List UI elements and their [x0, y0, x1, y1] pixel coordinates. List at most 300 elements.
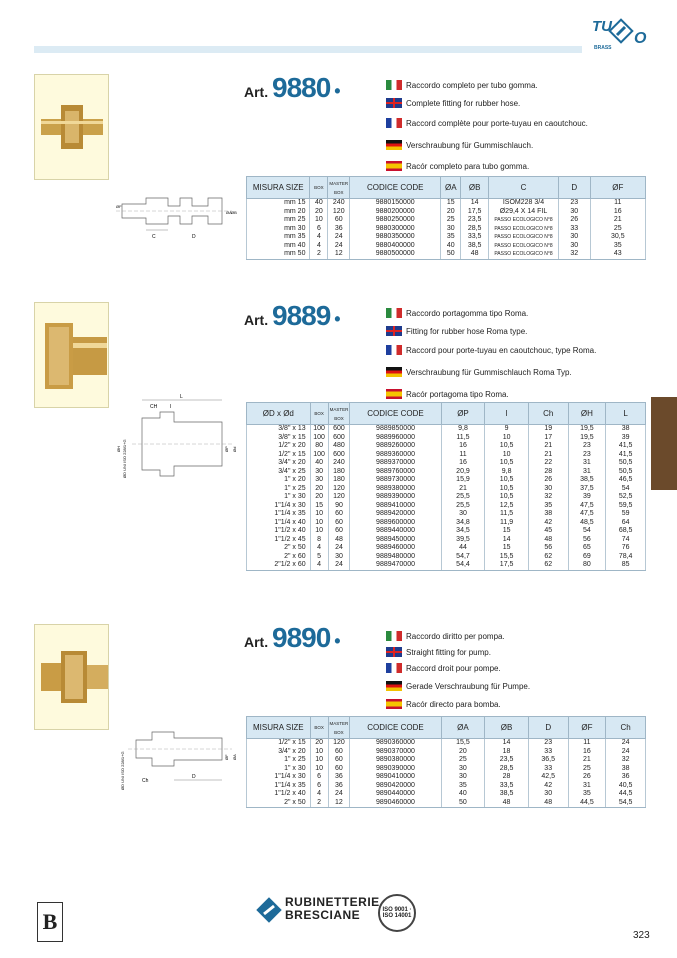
rubinetterie-diamond-icon — [254, 894, 284, 928]
table-cell: 8 — [310, 536, 328, 545]
desc-text: Raccord droit pour pompe. — [406, 663, 501, 673]
table-cell: 3/4" x 20 — [247, 748, 311, 757]
table-cell: 31 — [568, 459, 606, 468]
table-row — [247, 502, 646, 511]
table-cell: 20 — [310, 208, 328, 217]
desc-text: Racór portagoma tipo Roma. — [406, 389, 509, 399]
table-cell: 40 — [441, 242, 461, 251]
table-cell: mm 20 — [247, 208, 310, 217]
table-cell: 9889420000 — [350, 510, 441, 519]
table-cell: 85 — [606, 561, 646, 570]
table-cell: 24 — [606, 739, 646, 748]
technical-drawing-9890 — [112, 710, 242, 800]
table-cell: 16 — [568, 748, 606, 757]
dim-dd-label: Ød — [232, 446, 237, 452]
table-cell: 62 — [528, 561, 568, 570]
col-header: ØD x Ød — [247, 403, 311, 425]
table-cell: 600 — [328, 451, 350, 460]
dim-a-label: ØA — [226, 210, 232, 215]
dim-a-label: ØA — [232, 754, 237, 760]
table-cell: 12 — [328, 250, 350, 259]
table-cell: 38,5 — [461, 242, 489, 251]
table-header-row — [247, 717, 646, 739]
table-cell: 78,4 — [606, 553, 646, 562]
table-cell: 1/2" x 15 — [247, 451, 311, 460]
table-cell: 9890370000 — [350, 748, 441, 757]
table-header-row — [247, 177, 646, 199]
col-header: ØA — [441, 177, 461, 199]
table-cell: PASSO ECOLOGICO N°8 — [489, 250, 559, 259]
col-header: BOX — [310, 177, 328, 199]
dim-ch-label: Ch — [142, 778, 149, 784]
col-header: D — [558, 177, 590, 199]
table-cell: 16 — [441, 459, 485, 468]
table-cell: 4 — [310, 790, 328, 799]
table-cell: 9880250000 — [350, 216, 441, 225]
table-cell: 68,5 — [606, 527, 646, 536]
table-cell: 21 — [528, 451, 568, 460]
table-cell: 20 — [441, 748, 485, 757]
table-cell: 25 — [441, 756, 485, 765]
table-cell: 1" x 25 — [247, 756, 311, 765]
germany-flag-icon — [386, 681, 402, 691]
table-row — [247, 756, 646, 765]
art-number: 9880 — [272, 72, 331, 103]
table-cell: 100 — [310, 434, 328, 443]
table-cell: 11 — [441, 451, 485, 460]
table-cell: 30 — [328, 553, 350, 562]
col-header: CODICE CODE — [350, 403, 441, 425]
table-cell: PASSO ECOLOGICO N°8 — [489, 225, 559, 234]
desc-text: Verschraubung für Gummischlauch Roma Typ. — [406, 367, 572, 377]
table-cell: 30 — [528, 790, 568, 799]
desc-text: Raccordo diritto per pompa. — [406, 631, 505, 641]
table-cell: 26 — [558, 216, 590, 225]
table-cell: 60 — [328, 510, 350, 519]
col-header: MISURA SIZE — [247, 177, 310, 199]
table-row — [247, 527, 646, 536]
table-cell: 1/2" x 20 — [247, 442, 311, 451]
table-cell: 48,5 — [568, 519, 606, 528]
table-cell: 30 — [441, 765, 485, 774]
table-cell: 120 — [328, 208, 350, 217]
fitting-9880-icon — [35, 75, 109, 180]
table-row — [247, 536, 646, 545]
table-row — [247, 553, 646, 562]
desc-text: Fitting for rubber hose Roma type. — [406, 326, 528, 336]
table-cell: 1"1/2 x 40 — [247, 790, 311, 799]
table-cell: 14 — [485, 739, 529, 748]
table-cell: 26 — [568, 773, 606, 782]
table-cell: mm 50 — [247, 250, 310, 259]
dim-d-label: D — [192, 234, 196, 240]
table-cell: 33 — [528, 748, 568, 757]
table-cell: 36 — [328, 773, 350, 782]
table-cell: 9889360000 — [350, 451, 441, 460]
table-cell: 30 — [310, 468, 328, 477]
table-cell: 1"1/4 x 35 — [247, 782, 311, 791]
table-cell: 30 — [441, 225, 461, 234]
dim-c-label: C — [152, 234, 156, 240]
table-cell: 1"1/4 x 40 — [247, 519, 311, 528]
table-cell: 120 — [328, 493, 350, 502]
table-cell: 64 — [606, 519, 646, 528]
table-cell: 240 — [328, 459, 350, 468]
dim-ch-label: CH — [150, 404, 158, 410]
table-cell: 39 — [606, 434, 646, 443]
table-cell: 36 — [328, 782, 350, 791]
table-cell: 50,5 — [606, 459, 646, 468]
table-cell: 36 — [328, 225, 350, 234]
table-cell: 3/8" x 15 — [247, 434, 311, 443]
table-cell: 47,5 — [568, 502, 606, 511]
dim-i-label: I — [170, 404, 172, 410]
table-row — [247, 790, 646, 799]
desc-de — [386, 134, 646, 156]
iso-certification-badge: ISO 9001 · ISO 14001 — [378, 894, 416, 932]
italy-flag-icon — [386, 631, 402, 641]
table-row — [247, 250, 646, 259]
table-cell: 12 — [328, 799, 350, 808]
table-cell: 9880150000 — [350, 199, 441, 208]
col-header: MASTER BOX — [328, 717, 350, 739]
table-cell: 9880350000 — [350, 233, 441, 242]
table-cell: 15,9 — [441, 476, 485, 485]
table-cell: 25 — [441, 216, 461, 225]
table-cell: 17,5 — [461, 208, 489, 217]
table-cell: 35 — [441, 233, 461, 242]
table-cell: 9889960000 — [350, 434, 441, 443]
table-cell: 600 — [328, 425, 350, 434]
table-cell: 10 — [485, 451, 529, 460]
table-cell: 34,8 — [441, 519, 485, 528]
table-cell: 9889600000 — [350, 519, 441, 528]
table-cell: 60 — [328, 216, 350, 225]
table-cell: 35 — [568, 790, 606, 799]
table-cell: 60 — [328, 748, 350, 757]
italy-flag-icon — [386, 80, 402, 90]
table-cell: 44,5 — [606, 790, 646, 799]
desc-es — [386, 156, 646, 176]
table-cell: 48 — [485, 799, 529, 808]
table-cell: 59 — [606, 510, 646, 519]
table-row — [247, 434, 646, 443]
col-header: ØA — [441, 717, 485, 739]
table-cell: 38 — [528, 510, 568, 519]
table-cell: 39 — [568, 493, 606, 502]
table-cell: 2" x 50 — [247, 799, 311, 808]
table-cell: 48 — [528, 799, 568, 808]
table-cell: 9 — [485, 425, 529, 434]
table-cell: 62 — [528, 553, 568, 562]
footer-left-logo: B — [37, 902, 63, 942]
table-cell: 90 — [328, 502, 350, 511]
table-cell: 10 — [310, 765, 328, 774]
table-cell: 9880500000 — [350, 250, 441, 259]
table-cell: mm 40 — [247, 242, 310, 251]
logo-diamond-icon — [608, 18, 634, 44]
desc-fr — [386, 659, 646, 677]
table-cell: 6 — [310, 225, 328, 234]
table-cell: 30 — [558, 208, 590, 217]
product-photo-9880 — [34, 74, 109, 180]
product-photo-9890 — [34, 624, 109, 730]
table-cell: 9889730000 — [350, 476, 441, 485]
product-photo-9889 — [34, 302, 109, 408]
article-title-9889: Art. 9889 • — [244, 300, 341, 331]
table-cell: 23 — [528, 739, 568, 748]
table-cell: 52,5 — [606, 493, 646, 502]
spec-table-9890 — [246, 716, 646, 808]
table-cell: 9890390000 — [350, 765, 441, 774]
descriptions-9880 — [386, 76, 646, 176]
col-header: D — [528, 717, 568, 739]
table-cell: 15 — [441, 199, 461, 208]
table-cell: 120 — [328, 485, 350, 494]
table-cell: 9890410000 — [350, 773, 441, 782]
table-cell: mm 35 — [247, 233, 310, 242]
col-header: L — [606, 403, 646, 425]
desc-en — [386, 322, 646, 340]
table-cell: 22 — [528, 459, 568, 468]
desc-it — [386, 304, 646, 322]
table-cell: 9889850000 — [350, 425, 441, 434]
table-cell: 1" x 30 — [247, 765, 311, 774]
spain-flag-icon — [386, 161, 402, 171]
table-cell: 54 — [606, 485, 646, 494]
table-cell: 74 — [606, 536, 646, 545]
table-cell: 14 — [461, 199, 489, 208]
table-cell: 32 — [558, 250, 590, 259]
table-cell: 1" x 30 — [247, 493, 311, 502]
table-cell: 21 — [528, 442, 568, 451]
table-cell: 50 — [441, 250, 461, 259]
col-header: MASTER BOX — [328, 403, 350, 425]
fitting-9890-icon — [35, 625, 109, 730]
desc-fr — [386, 340, 646, 360]
desc-text: Racór directo para bomba. — [406, 699, 501, 709]
table-row — [247, 425, 646, 434]
table-cell: 11,9 — [485, 519, 529, 528]
art-number: 9889 — [272, 300, 331, 331]
table-row — [247, 459, 646, 468]
logo-text-o: O — [634, 30, 647, 47]
table-cell: 20 — [310, 493, 328, 502]
table-cell: 15,5 — [485, 553, 529, 562]
table-cell: 180 — [328, 476, 350, 485]
table-cell: 4 — [310, 544, 328, 553]
spec-table-9889 — [246, 402, 646, 571]
table-cell: 34,5 — [441, 527, 485, 536]
dim-d-label: ØD UNI ISO 228/1+G — [120, 751, 125, 790]
table-cell: 1"1/4 x 30 — [247, 773, 311, 782]
table-cell: PASSO ECOLOGICO N°8 — [489, 233, 559, 242]
table-cell: 15 — [485, 527, 529, 536]
table-cell: 23 — [568, 451, 606, 460]
table-cell: 41,5 — [606, 451, 646, 460]
col-header: BOX — [310, 717, 328, 739]
table-row — [247, 216, 646, 225]
col-header: Ch — [606, 717, 646, 739]
table-cell: 10,5 — [485, 476, 529, 485]
table-cell: 54,7 — [441, 553, 485, 562]
table-cell: 23 — [558, 199, 590, 208]
table-cell: 33 — [558, 225, 590, 234]
fitting-9889-icon — [35, 303, 109, 408]
table-cell: 36 — [606, 773, 646, 782]
table-cell: 1"1/4 x 35 — [247, 510, 311, 519]
table-row — [247, 199, 646, 208]
table-cell: 17 — [528, 434, 568, 443]
table-cell: 9889460000 — [350, 544, 441, 553]
table-cell: 100 — [310, 425, 328, 434]
table-cell: 25 — [568, 765, 606, 774]
table-cell: 9889760000 — [350, 468, 441, 477]
brand-line-1: RUBINETTERIE — [285, 895, 380, 909]
desc-it — [386, 627, 646, 645]
table-row — [247, 765, 646, 774]
desc-text: Gerade Verschraubung für Pumpe. — [406, 681, 531, 691]
table-cell: 19,5 — [568, 434, 606, 443]
table-cell: 1"1/2 x 40 — [247, 527, 311, 536]
table-cell: 28 — [485, 773, 529, 782]
table-cell: 30 — [310, 476, 328, 485]
table-cell: 10 — [310, 527, 328, 536]
table-cell: 6 — [310, 773, 328, 782]
dim-f-label: ØF — [224, 754, 229, 760]
table-cell: 48 — [328, 536, 350, 545]
section-side-tab — [651, 397, 677, 490]
art-prefix: Art. — [244, 312, 269, 328]
technical-drawing-9880 — [112, 184, 242, 244]
table-cell: 240 — [328, 199, 350, 208]
table-cell: 9889370000 — [350, 459, 441, 468]
table-cell: 23 — [568, 442, 606, 451]
table-cell: PASSO ECOLOGICO N°8 — [489, 216, 559, 225]
table-cell: ISOM228 3/4 — [489, 199, 559, 208]
table-cell: 45 — [528, 527, 568, 536]
table-cell: 65 — [568, 544, 606, 553]
france-flag-icon — [386, 345, 402, 355]
table-cell: 25,5 — [441, 502, 485, 511]
table-cell: 30 — [441, 773, 485, 782]
table-cell: 10 — [310, 510, 328, 519]
table-cell: 5 — [310, 553, 328, 562]
desc-text: Verschraubung für Gummischlauch. — [406, 140, 534, 150]
art-prefix: Art. — [244, 634, 269, 650]
table-cell: 48 — [528, 536, 568, 545]
table-cell: 20 — [310, 485, 328, 494]
table-cell: 80 — [310, 442, 328, 451]
table-cell: 28,5 — [461, 225, 489, 234]
table-cell: 10 — [485, 434, 529, 443]
table-cell: 28 — [528, 468, 568, 477]
table-cell: 180 — [328, 468, 350, 477]
table-row — [247, 442, 646, 451]
table-cell: 9890360000 — [350, 739, 441, 748]
table-cell: 11,5 — [485, 510, 529, 519]
table-cell: 18 — [485, 748, 529, 757]
table-cell: 32 — [606, 756, 646, 765]
desc-text: Raccord pour porte-tuyau en caoutchouc, type Roma. — [406, 345, 597, 355]
desc-text: Raccordo portagomma tipo Roma. — [406, 308, 529, 318]
table-cell: 50 — [441, 799, 485, 808]
table-cell: 9889390000 — [350, 493, 441, 502]
table-cell: 56 — [568, 536, 606, 545]
table-cell: 10,5 — [485, 442, 529, 451]
table-cell: 9889410000 — [350, 502, 441, 511]
table-cell: 11,5 — [441, 434, 485, 443]
table-row — [247, 782, 646, 791]
table-cell: 44,5 — [568, 799, 606, 808]
table-cell: 39,5 — [441, 536, 485, 545]
logo-text-tu: TU — [592, 18, 612, 35]
table-cell: 33,5 — [461, 233, 489, 242]
table-cell: 9890420000 — [350, 782, 441, 791]
table-cell: 35 — [528, 502, 568, 511]
dim-p-label: ØP — [224, 446, 229, 452]
table-cell: 16 — [590, 208, 645, 217]
table-cell: 25 — [590, 225, 645, 234]
table-cell: 30 — [558, 233, 590, 242]
table-cell: 3/4" x 25 — [247, 468, 311, 477]
table-cell: mm 30 — [247, 225, 310, 234]
dim-h-label: ØH — [116, 446, 121, 452]
france-flag-icon — [386, 663, 402, 673]
table-cell: 38,5 — [568, 476, 606, 485]
table-cell: 24 — [328, 233, 350, 242]
table-row — [247, 739, 646, 748]
table-cell: 9889450000 — [350, 536, 441, 545]
table-cell: 25,5 — [441, 493, 485, 502]
table-row — [247, 225, 646, 234]
table-cell: 42,5 — [528, 773, 568, 782]
table-cell: 42 — [528, 519, 568, 528]
table-cell: 26 — [528, 476, 568, 485]
table-cell: 60 — [328, 756, 350, 765]
col-header: MASTER BOX — [328, 177, 350, 199]
table-cell: 9890440000 — [350, 790, 441, 799]
table-cell: 30 — [441, 510, 485, 519]
col-header: ØF — [590, 177, 645, 199]
table-cell: mm 15 — [247, 199, 310, 208]
table-row — [247, 773, 646, 782]
table-cell: 11 — [590, 199, 645, 208]
table-cell: 19 — [528, 425, 568, 434]
col-header: MISURA SIZE — [247, 717, 311, 739]
table-row — [247, 242, 646, 251]
table-cell: 14 — [485, 536, 529, 545]
table-row — [247, 510, 646, 519]
table-cell: 60 — [328, 519, 350, 528]
table-cell: 30,5 — [590, 233, 645, 242]
table-cell: 44 — [441, 544, 485, 553]
table-cell: 15 — [485, 544, 529, 553]
uk-flag-icon — [386, 98, 402, 108]
table-cell: 42 — [528, 782, 568, 791]
table-cell: 1"1/4 x 30 — [247, 502, 311, 511]
table-cell: 80 — [568, 561, 606, 570]
table-cell: 480 — [328, 442, 350, 451]
table-cell: 38 — [606, 425, 646, 434]
col-header: BOX — [310, 403, 328, 425]
table-cell: 10,5 — [485, 485, 529, 494]
table-cell: 1" x 25 — [247, 485, 311, 494]
table-cell: 37,5 — [568, 485, 606, 494]
table-cell: 40 — [310, 199, 328, 208]
table-cell: 60 — [328, 765, 350, 774]
spain-flag-icon — [386, 699, 402, 709]
